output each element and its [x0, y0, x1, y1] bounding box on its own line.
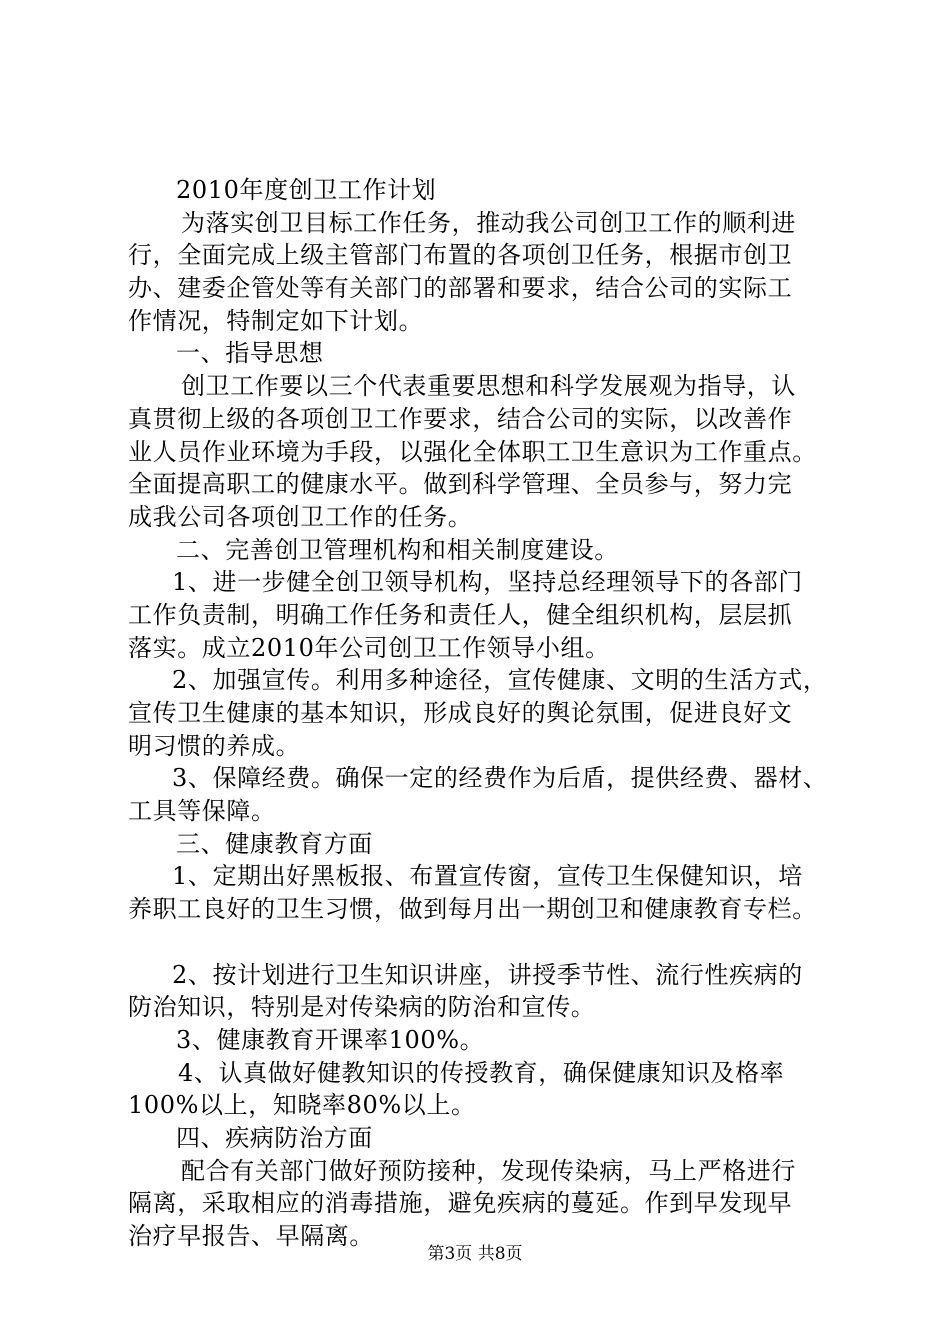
- list-item-line: 3、健康教育开课率100%。: [176, 1025, 485, 1054]
- list-item-line: 1、进一步健全创卫领导机构，坚持总经理领导下的各部门: [172, 568, 803, 597]
- document-body: [128, 174, 840, 1253]
- section-heading: 四、疾病防治方面: [176, 1123, 373, 1152]
- paragraph-line: 配合有关部门做好预防接种，发现传染病，马上严格进行: [181, 1156, 796, 1185]
- list-item-line: 宣传卫生健康的基本知识，形成良好的舆论氛围，促进良好文: [128, 699, 793, 727]
- paragraph-line: 治疗早报告、早隔离。: [128, 1222, 374, 1250]
- list-item-line: 1、定期出好黑板报、布置宣传窗，宣传卫生保健知识，培: [172, 862, 803, 891]
- paragraph-line: 创卫工作要以三个代表重要思想和科学发展观为指导，认: [181, 372, 796, 401]
- blank-line: [128, 926, 840, 959]
- paragraph-line: 办、建委企管处等有关部门的部署和要求，结合公司的实际工: [128, 274, 793, 303]
- list-item-line: 2、加强宣传。利用多种途径，宣传健康、文明的生活方式，: [172, 666, 828, 695]
- page-number-footer: 第3页 共8页: [427, 1244, 523, 1264]
- paragraph-line: 作情况，特制定如下计划。: [128, 306, 424, 335]
- paragraph-line: 为落实创卫目标工作任务，推动我公司创卫工作的顺利进: [181, 208, 796, 237]
- list-item-line: 落实。成立2010年公司创卫工作领导小组。: [128, 633, 610, 662]
- list-item-line: 2、按计划进行卫生知识讲座，讲授季节性、流行性疾病的: [172, 960, 803, 989]
- list-item-line: 工具等保障。: [128, 797, 276, 826]
- paragraph-line: 业人员作业环境为手段，以强化全体职工卫生意识为工作重点。: [128, 437, 817, 466]
- list-item-line: 4、认真做好健教知识的传授教育，确保健康知识及格率: [178, 1058, 785, 1087]
- section-heading: 一、指导思想: [176, 339, 324, 368]
- list-item-line: 工作负责制，明确工作任务和责任人，健全组织机构，层层抓: [128, 600, 793, 629]
- document-title: 2010年度创卫工作计划: [176, 176, 437, 204]
- paragraph-line: 真贯彻上级的各项创卫工作要求，结合公司的实际，以改善作: [128, 404, 793, 433]
- paragraph-line: 成我公司各项创卫工作的任务。: [128, 502, 473, 531]
- list-item-line: 3、保障经费。确保一定的经费作为后盾，提供经费、器材、: [172, 764, 828, 793]
- paragraph-line: 行，全面完成上级主管部门布置的各项创卫任务，根据市创卫: [128, 241, 793, 270]
- paragraph-line: 全面提高职工的健康水平。做到科学管理、全员参与，努力完: [128, 470, 793, 499]
- section-heading: 三、健康教育方面: [176, 829, 373, 858]
- list-item-line: 养职工良好的卫生习惯，做到每月出一期创卫和健康教育专栏。: [128, 895, 817, 924]
- list-item-line: 100%以上，知晓率80%以上。: [128, 1091, 476, 1120]
- section-heading: 二、完善创卫管理机构和相关制度建设。: [176, 535, 619, 564]
- paragraph-line: 隔离，采取相应的消毒措施，避免疾病的蔓延。作到早发现早: [128, 1189, 793, 1218]
- list-item-line: 防治知识，特别是对传染病的防治和宣传。: [128, 993, 596, 1022]
- list-item-line: 明习惯的养成。: [128, 731, 301, 760]
